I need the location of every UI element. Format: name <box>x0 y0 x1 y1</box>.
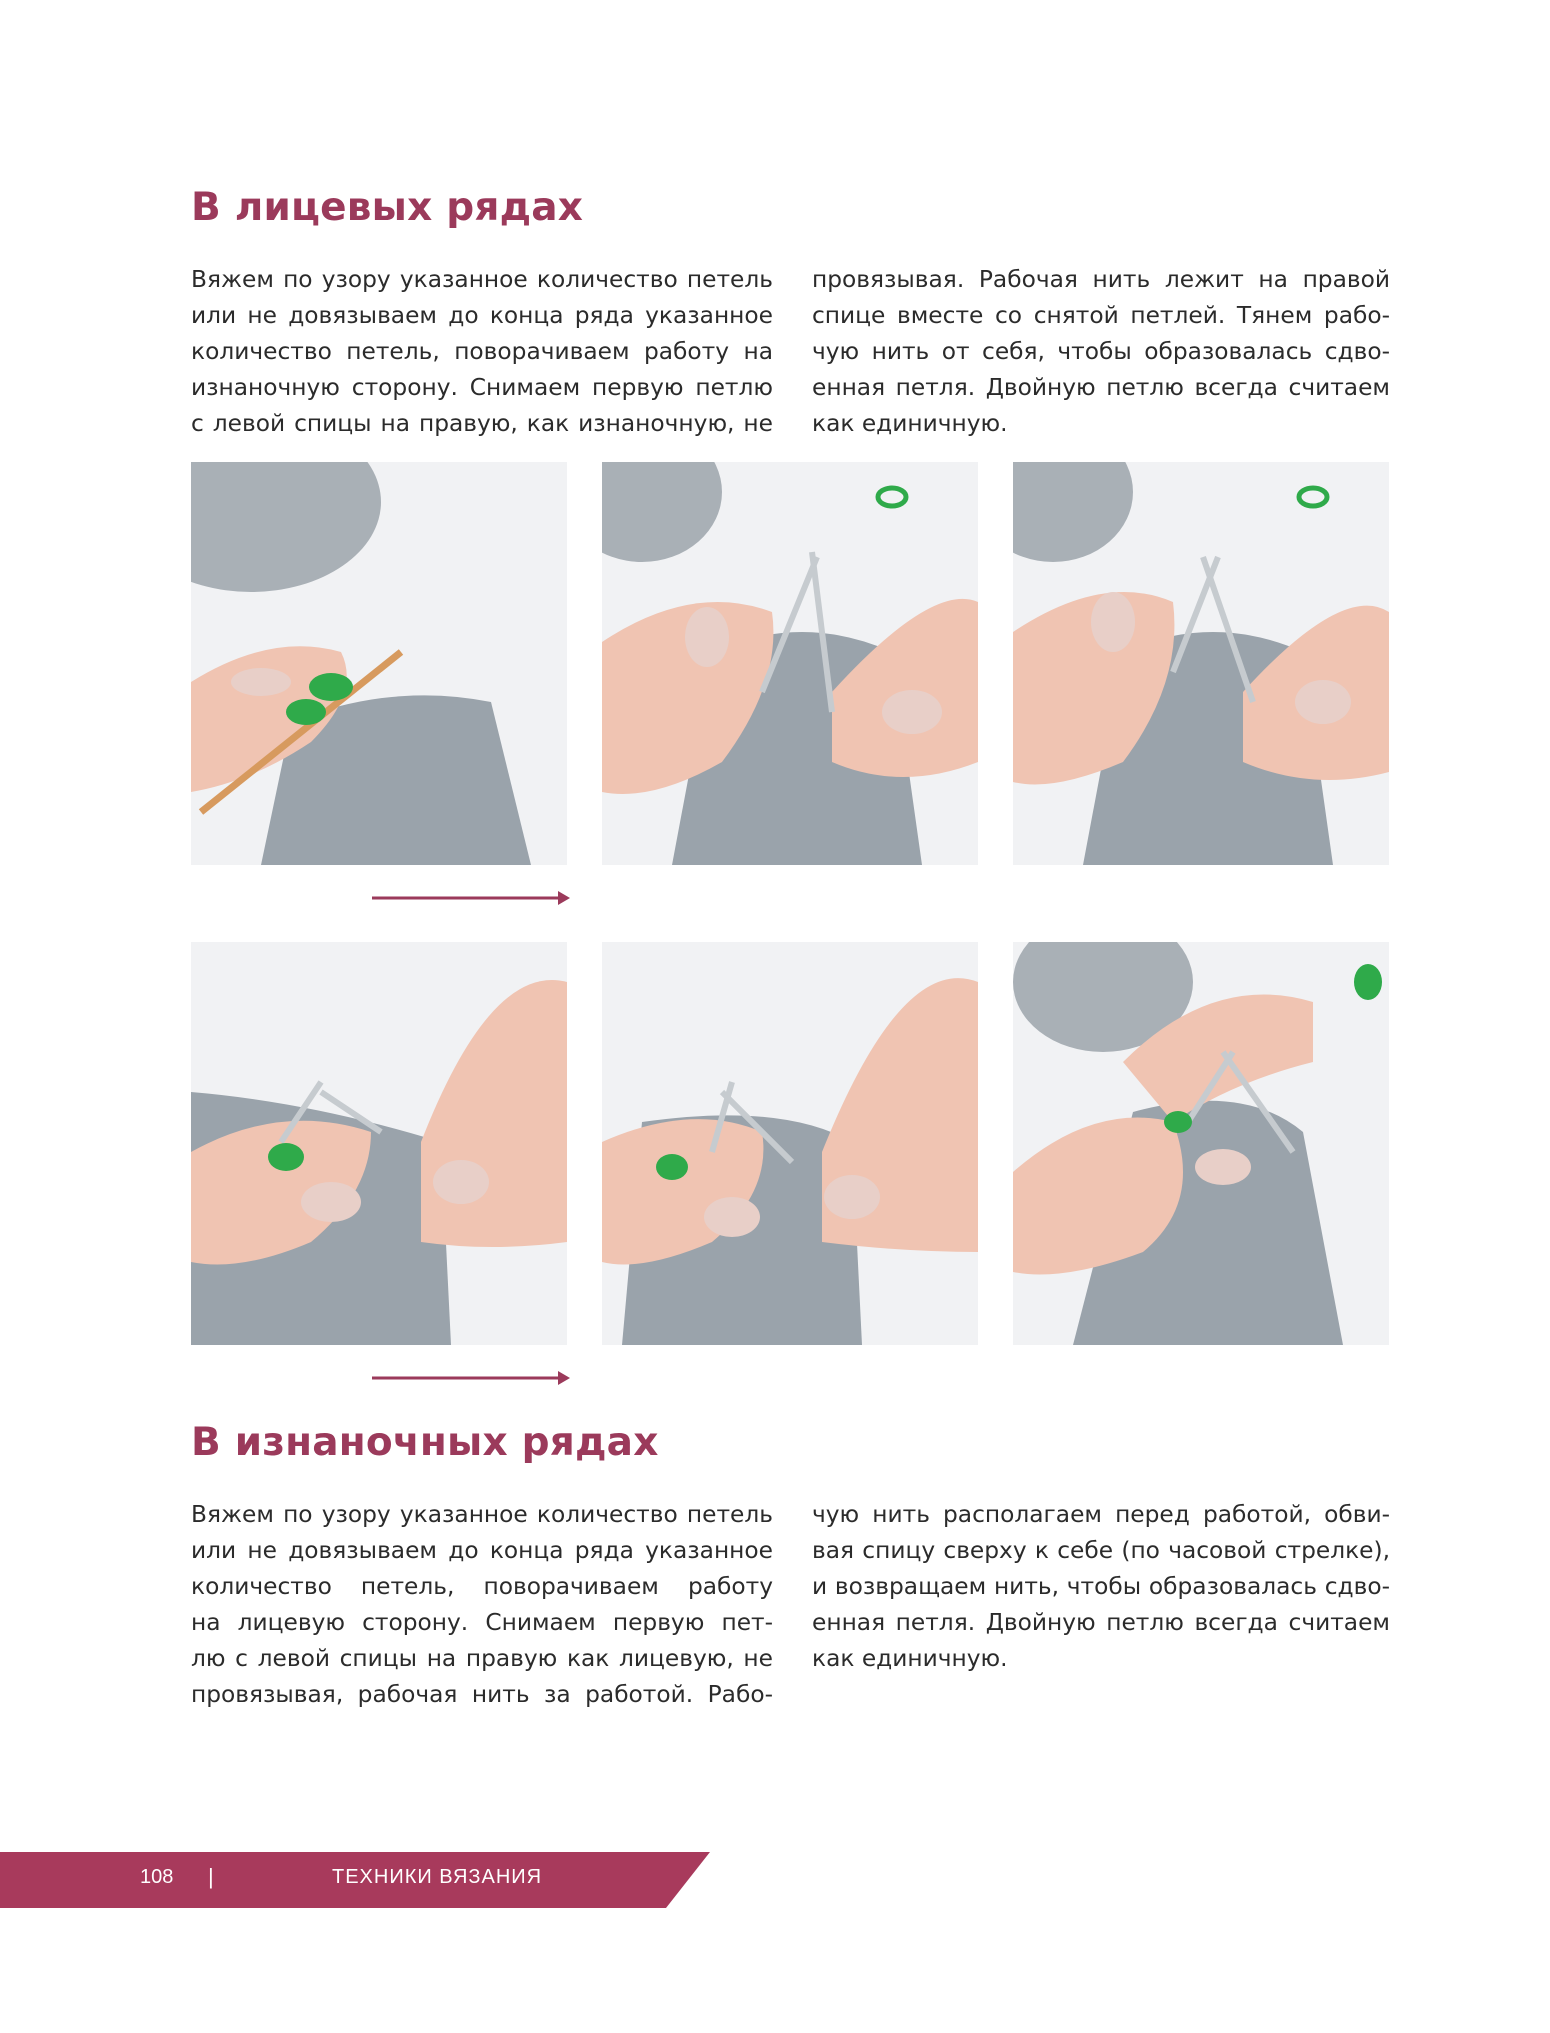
section-title-knit-rows: В лицевых рядах <box>191 185 584 230</box>
section1-text-left <box>191 262 773 442</box>
text-line: количество петель, поворачиваем работу <box>191 1573 773 1600</box>
text-line: с левой спицы на правую, как изнаночную, не <box>191 410 773 437</box>
text-line: провязывая. Рабочая нить лежит на правой <box>812 266 1390 293</box>
text-line: или не довязываем до конца ряда указанное <box>191 302 773 329</box>
text-line: изнаночную сторону. Снимаем первую петлю <box>191 374 773 401</box>
page-footer <box>0 1852 710 1908</box>
text-line: как единичную. <box>812 410 1008 437</box>
text-line: Вяжем по узору указанное количество петель <box>191 1501 773 1528</box>
section2-text-left <box>191 1497 773 1713</box>
text-line: чую нить от себя, чтобы образовалась сдво- <box>812 338 1390 365</box>
footer-separator: | <box>208 1864 214 1889</box>
page-number: 108 <box>140 1866 174 1888</box>
text-line: вая спицу сверху к себе (по часовой стрелке), <box>812 1537 1390 1564</box>
arrow-right-icon <box>372 1368 570 1388</box>
photo-row1-step2 <box>602 462 978 865</box>
photo-row2-step1 <box>191 942 567 1345</box>
photo-row2-step3 <box>1013 942 1389 1345</box>
text-line: енная петля. Двойную петлю всегда считаем <box>812 1609 1390 1636</box>
text-line: спице вместе со снятой петлей. Тянем рабо- <box>812 302 1390 329</box>
text-line: на лицевую сторону. Снимаем первую пет- <box>191 1609 773 1636</box>
text-line: лю с левой спицы на правую как лицевую, не <box>191 1645 773 1672</box>
arrow-right-icon <box>372 888 570 908</box>
photo-row2-step2 <box>602 942 978 1345</box>
section-title-purl-rows: В изнаночных рядах <box>191 1420 659 1465</box>
section1-text-right <box>812 262 1390 442</box>
text-line: чую нить располагаем перед работой, обви- <box>812 1501 1390 1528</box>
text-line: провязывая, рабочая нить за работой. Рабо- <box>191 1681 773 1708</box>
footer-section-name: ТЕХНИКИ ВЯЗАНИЯ <box>332 1866 543 1888</box>
text-line: как единичную. <box>812 1645 1008 1672</box>
text-line: и возвращаем нить, чтобы образовалась сдво- <box>812 1573 1390 1600</box>
text-line: или не довязываем до конца ряда указанное <box>191 1537 773 1564</box>
text-line: Вяжем по узору указанное количество петель <box>191 266 773 293</box>
text-line: енная петля. Двойную петлю всегда считаем <box>812 374 1390 401</box>
text-line: количество петель, поворачиваем работу на <box>191 338 773 365</box>
photo-row1-step1 <box>191 462 567 865</box>
section2-text-right <box>812 1497 1390 1677</box>
photo-row1-step3 <box>1013 462 1389 865</box>
